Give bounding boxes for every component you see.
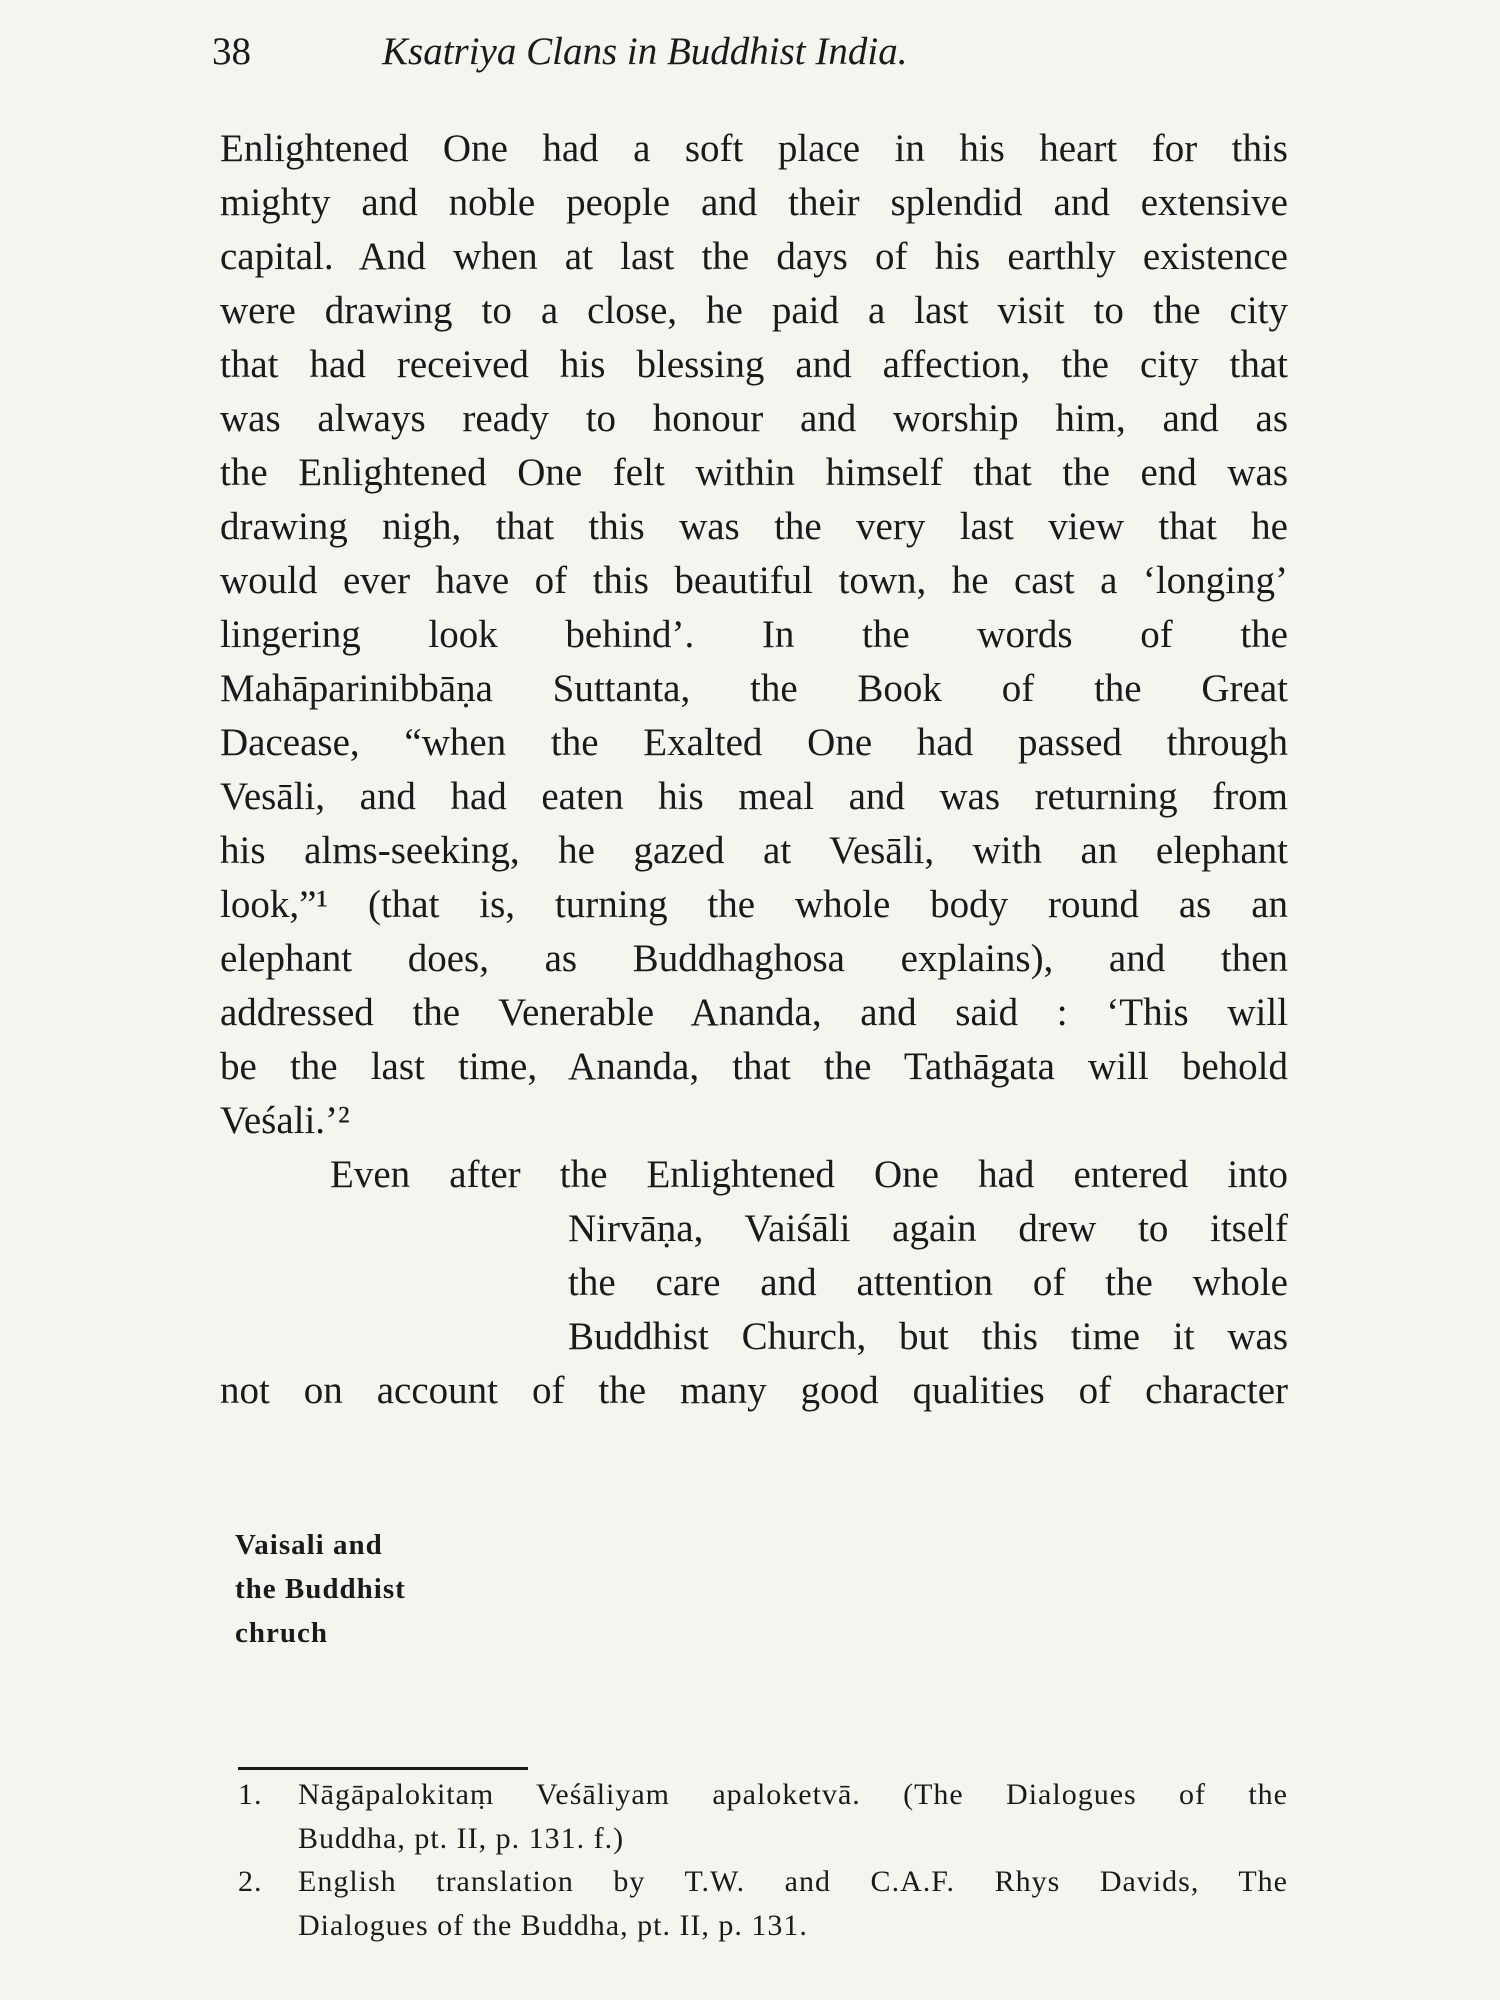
margin-note-line: the Buddhist (235, 1573, 406, 1605)
footnote-line: English translation by T.W. and C.A.F. Rhys Davids, The (298, 1865, 1288, 1898)
text-line: addressed the Venerable Ananda, and said : ‘This will (220, 991, 1288, 1034)
margin-note-line: chruch (235, 1617, 328, 1649)
text-line: would ever have of this beautiful town, he cast a ‘longing’ (220, 559, 1288, 602)
text-line: be the last time, Ananda, that the Tathāgata will behold (220, 1045, 1288, 1088)
footnote-number: 1. (238, 1778, 263, 1811)
page-number: 38 (212, 30, 251, 73)
text-line: Dacease, “when the Exalted One had passed through (220, 721, 1288, 764)
text-line: that had received his blessing and affection, the city that (220, 343, 1288, 386)
text-line: mighty and noble people and their splendid and extensive (220, 181, 1288, 224)
footnote-line: Dialogues of the Buddha, pt. II, p. 131. (298, 1909, 808, 1942)
footnote-rule (238, 1767, 528, 1770)
running-title: Ksatriya Clans in Buddhist India. (382, 30, 908, 73)
text-line: the care and attention of the whole (568, 1261, 1288, 1304)
text-line: the Enlightened One felt within himself that the end was (220, 451, 1288, 494)
text-line: were drawing to a close, he paid a last visit to the city (220, 289, 1288, 332)
footnote-line: Nāgāpalokitaṃ Veśāliyam apaloketvā. (The Dialogues of the (298, 1778, 1288, 1811)
text-line: look,”¹ (that is, turning the whole body round as an (220, 883, 1288, 926)
text-line: drawing nigh, that this was the very last view that he (220, 505, 1288, 548)
margin-note (235, 1523, 495, 1655)
text-line: Nirvāṇa, Vaiśāli again drew to itself (568, 1207, 1288, 1250)
text-line: was always ready to honour and worship him, and as (220, 397, 1288, 440)
text-line: his alms-seeking, he gazed at Vesāli, with an elephant (220, 829, 1288, 872)
text-line: capital. And when at last the days of his earthly existence (220, 235, 1288, 278)
text-line: Veśali.’² (220, 1099, 350, 1142)
text-line: not on account of the many good qualities of character (220, 1369, 1288, 1412)
text-line: Mahāparinibbāṇa Suttanta, the Book of the Great (220, 667, 1288, 710)
margin-note-line: Vaisali and (235, 1529, 383, 1561)
text-line: elephant does, as Buddhaghosa explains), and then (220, 937, 1288, 980)
text-line: Even after the Enlightened One had entered into (330, 1153, 1288, 1196)
footnote-line: Buddha, pt. II, p. 131. f.) (298, 1822, 625, 1855)
running-head (212, 22, 1380, 82)
text-line: Vesāli, and had eaten his meal and was returning from (220, 775, 1288, 818)
text-line: lingering look behind’. In the words of the (220, 613, 1288, 656)
footnote-number: 2. (238, 1865, 263, 1898)
text-line: Buddhist Church, but this time it was (568, 1315, 1288, 1358)
text-line: Enlightened One had a soft place in his heart for this (220, 127, 1288, 170)
